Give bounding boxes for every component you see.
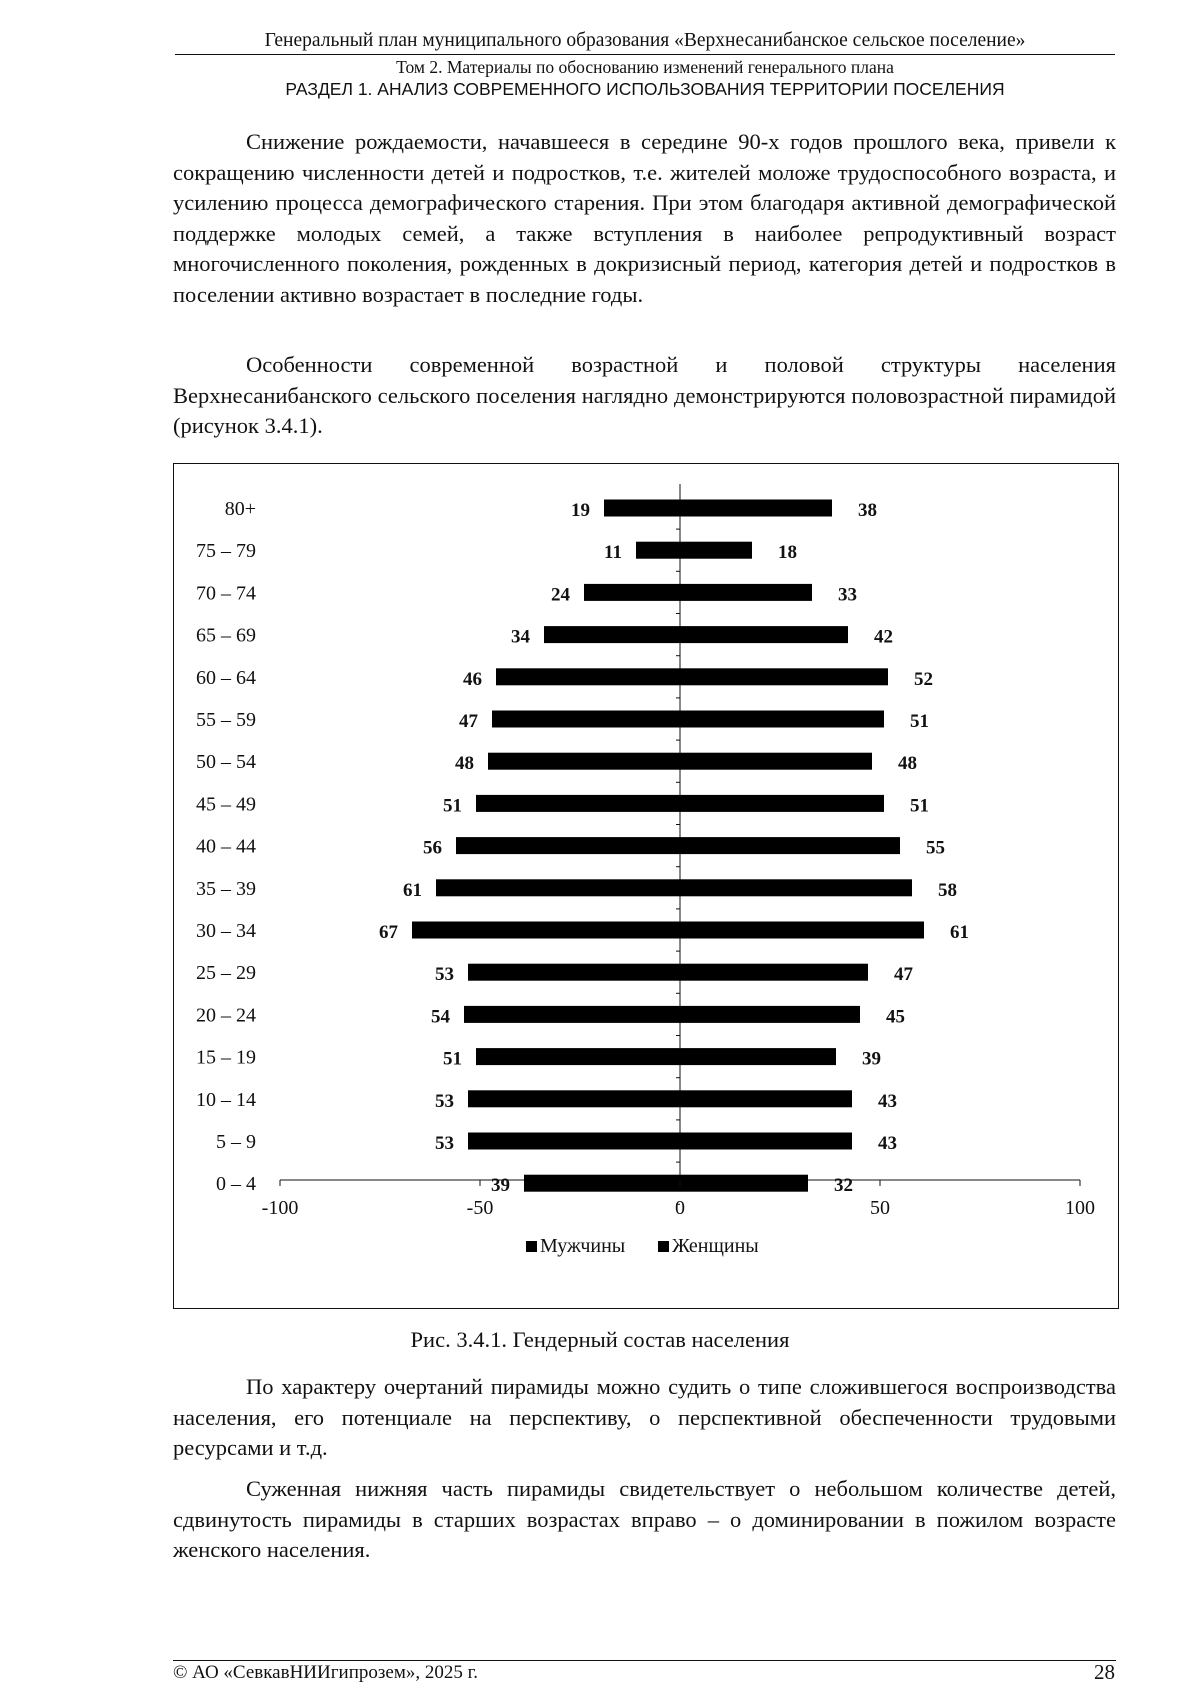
female-data-label: 47 <box>894 964 913 986</box>
x-tick-label: 0 <box>675 1197 685 1219</box>
male-data-label: 51 <box>443 1048 462 1070</box>
female-bar <box>680 500 832 517</box>
male-bar <box>476 1048 680 1065</box>
female-bar <box>680 753 872 770</box>
x-tick-label: 100 <box>1065 1197 1095 1219</box>
category-label: 5 – 9 <box>216 1131 256 1153</box>
male-bar <box>584 584 680 601</box>
female-data-label: 43 <box>878 1133 897 1154</box>
category-label: 45 – 49 <box>196 793 256 816</box>
male-data-label: 24 <box>551 584 570 606</box>
male-bar <box>412 922 680 939</box>
female-bar <box>680 711 884 728</box>
x-tick-label: 50 <box>870 1197 890 1219</box>
legend-swatch-female <box>658 1241 669 1252</box>
document-header-title: Генеральный план муниципального образования «Верхнесанибанское сельское поселение» <box>264 30 1026 51</box>
male-data-label: 54 <box>431 1006 450 1028</box>
male-data-label: 67 <box>379 922 398 943</box>
figure-caption: Рис. 3.4.1. Гендерный состав населения <box>410 1327 790 1352</box>
male-data-label: 53 <box>435 964 454 986</box>
category-label: 75 – 79 <box>196 540 256 563</box>
female-data-label: 42 <box>874 626 893 648</box>
female-data-label: 51 <box>910 711 929 732</box>
chart-canvas <box>174 464 1120 1310</box>
document-header-section: РАЗДЕЛ 1. АНАЛИЗ СОВРЕМЕННОГО ИСПОЛЬЗОВАНИЯ ТЕРРИТОРИИ ПОСЕЛЕНИЯ <box>285 79 1005 99</box>
category-label: 40 – 44 <box>196 835 256 858</box>
male-bar <box>456 837 680 854</box>
male-data-label: 48 <box>455 753 474 775</box>
male-bar <box>476 795 680 812</box>
male-bar <box>492 711 680 728</box>
female-bar <box>680 1090 852 1107</box>
female-data-label: 51 <box>910 795 929 817</box>
male-bar <box>604 500 680 517</box>
female-data-label: 48 <box>898 753 917 775</box>
legend-label-female: Женщины <box>672 1235 759 1257</box>
population-pyramid-chart <box>173 463 1119 1309</box>
page-number: 28 <box>1094 1660 1115 1684</box>
male-data-label: 53 <box>435 1133 454 1154</box>
female-bar <box>680 1133 852 1150</box>
female-bar <box>680 1048 836 1065</box>
category-label: 20 – 24 <box>196 1004 256 1027</box>
male-bar <box>524 1175 680 1192</box>
female-data-label: 32 <box>834 1175 853 1197</box>
female-data-label: 39 <box>862 1048 881 1070</box>
female-bar <box>680 837 900 854</box>
male-data-label: 53 <box>435 1090 454 1112</box>
footer-divider <box>173 1660 1116 1661</box>
male-data-label: 19 <box>571 500 590 521</box>
male-data-label: 56 <box>423 837 442 859</box>
female-bar <box>680 584 812 601</box>
male-data-label: 61 <box>403 879 422 901</box>
footer-copyright: © АО «СевкавНИИгипрозем», 2025 г. <box>173 1662 478 1683</box>
female-bar <box>680 626 848 643</box>
female-data-label: 55 <box>926 837 945 859</box>
category-label: 35 – 39 <box>196 877 256 900</box>
male-bar <box>436 879 680 896</box>
category-label: 0 – 4 <box>216 1173 256 1196</box>
female-data-label: 43 <box>878 1090 897 1112</box>
female-bar <box>680 668 888 685</box>
female-bar <box>680 922 924 939</box>
female-bar <box>680 964 868 981</box>
x-tick-label: -100 <box>261 1197 299 1219</box>
male-bar <box>468 1133 680 1150</box>
male-data-label: 47 <box>459 711 478 732</box>
category-label: 70 – 74 <box>196 582 256 605</box>
category-label: 60 – 64 <box>196 666 256 689</box>
x-tick-label: -50 <box>466 1197 494 1219</box>
category-label: 10 – 14 <box>196 1088 256 1111</box>
paragraph-structure: Особенности современной возрастной и половой структуры населения Верхнесанибанского сельского поселения наглядно демонстрируются половозрастной пирамидой (рисунок 3.4.1). <box>173 352 1116 438</box>
male-data-label: 51 <box>443 795 462 817</box>
male-bar <box>636 542 680 559</box>
female-data-label: 38 <box>858 500 877 521</box>
category-label: 15 – 19 <box>196 1046 256 1069</box>
female-data-label: 18 <box>778 542 797 564</box>
legend-swatch-male <box>526 1241 537 1252</box>
male-bar <box>468 1090 680 1107</box>
category-label: 65 – 69 <box>196 624 256 647</box>
female-data-label: 33 <box>838 584 857 606</box>
male-data-label: 11 <box>604 542 622 564</box>
category-label: 50 – 54 <box>196 751 256 774</box>
male-bar <box>464 1006 680 1023</box>
paragraph-conclusion: Суженная нижняя часть пирамиды свидетельствует о небольшом количестве детей, сдвинутость пирамиды в старших возрастах вправо – о доминировании в пожилом возрасте женского населения. <box>173 1476 1116 1562</box>
category-label: 30 – 34 <box>196 920 256 942</box>
male-data-label: 34 <box>511 626 530 648</box>
female-data-label: 58 <box>938 879 957 901</box>
male-bar <box>488 753 680 770</box>
legend-label-male: Мужчины <box>540 1235 626 1257</box>
female-bar <box>680 795 884 812</box>
female-data-label: 45 <box>886 1006 905 1028</box>
header-divider <box>175 54 1115 55</box>
female-bar <box>680 1175 808 1192</box>
female-data-label: 61 <box>950 922 969 943</box>
male-bar <box>544 626 680 643</box>
document-header-volume: Том 2. Материалы по обоснованию изменений генерального плана <box>396 57 894 77</box>
female-data-label: 52 <box>914 668 933 690</box>
male-bar <box>496 668 680 685</box>
female-bar <box>680 879 912 896</box>
category-label: 25 – 29 <box>196 962 256 985</box>
category-label: 55 – 59 <box>196 709 256 731</box>
male-data-label: 46 <box>463 668 482 690</box>
paragraph-pyramid-shape: По характеру очертаний пирамиды можно судить о типе сложившегося воспроизводства населения, его потенциале на перспективу, о перспективной обеспеченности трудовыми ресурсами и т.д. <box>173 1374 1116 1460</box>
female-bar <box>680 1006 860 1023</box>
female-bar <box>680 542 752 559</box>
category-label: 80+ <box>224 498 256 520</box>
male-bar <box>468 964 680 981</box>
paragraph-birth-rate: Снижение рождаемости, начавшееся в середине 90-х годов прошлого века, привели к сокращению численности детей и подростков, т.е. жителей моложе трудоспособного возраста, и усилению процесса демографического старения. При этом благодаря активной демографической поддержке молодых семей, а также вступления в наиболее репродуктивный возраст многочисленного поколения, рожденных в докризисный период, категория детей и подростков в поселении активно возрастает в последние годы. <box>173 129 1116 307</box>
male-data-label: 39 <box>491 1175 510 1197</box>
